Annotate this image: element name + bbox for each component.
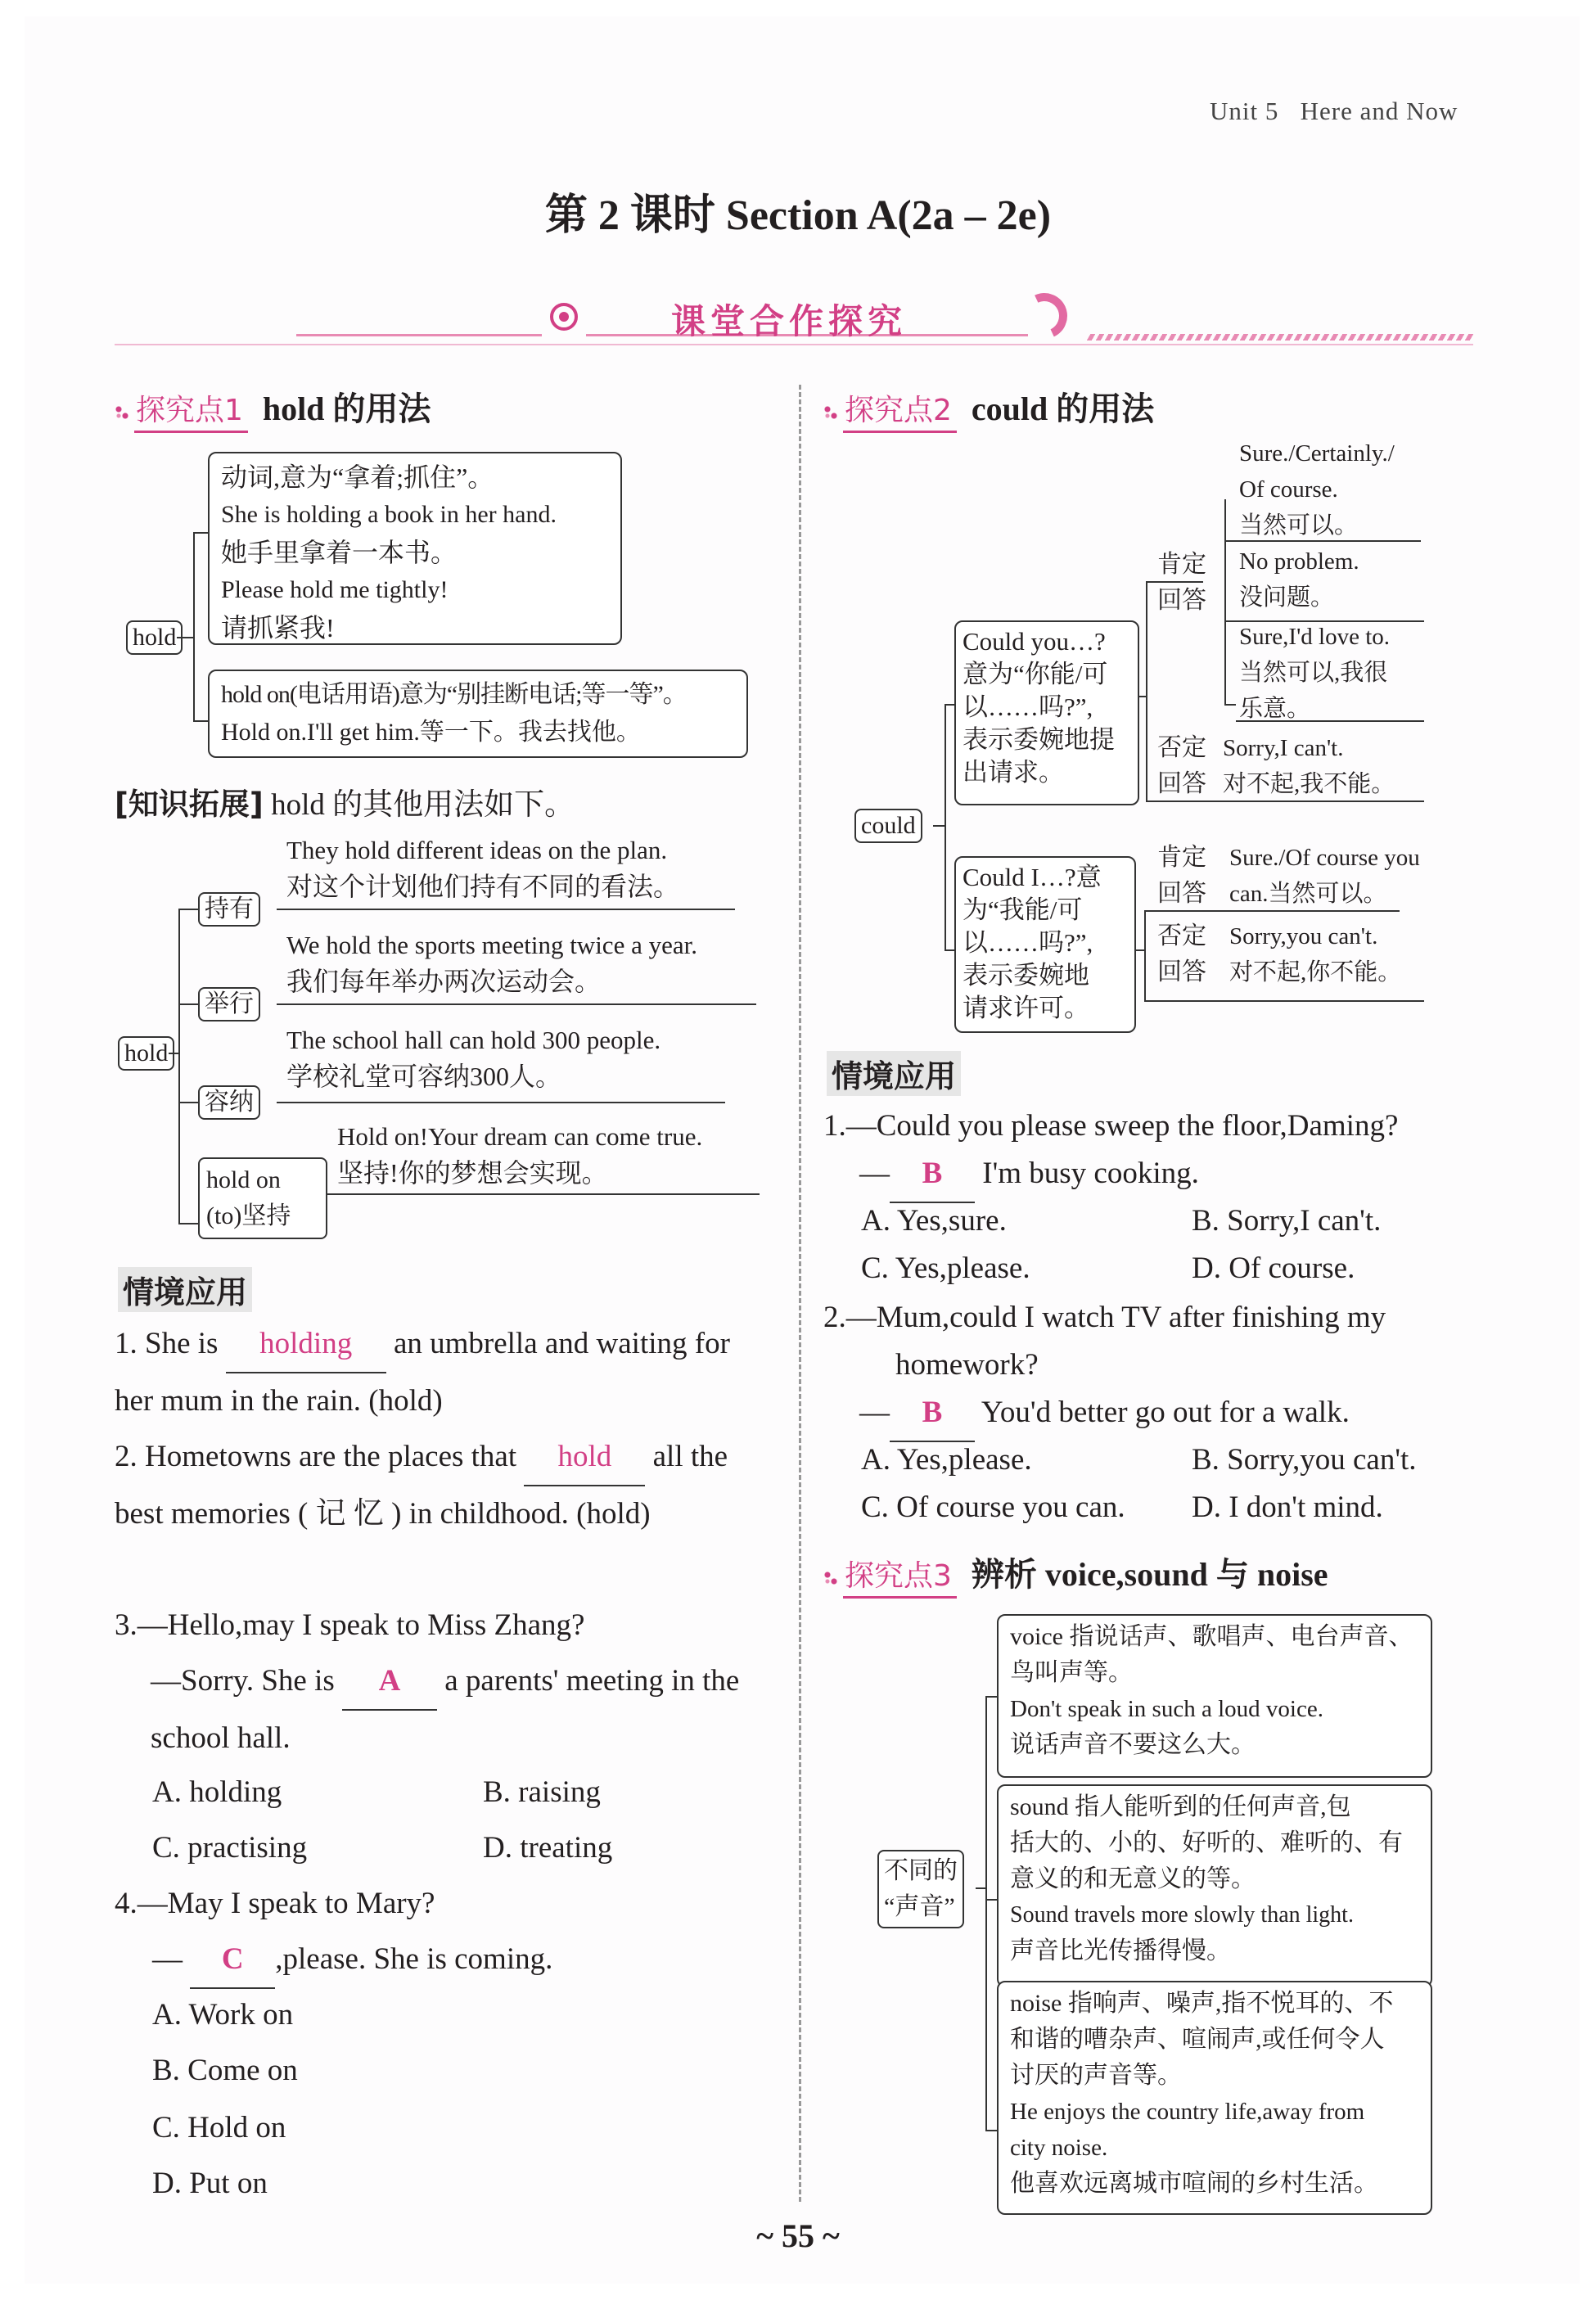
box-line: Please hold me tightly! (221, 576, 449, 603)
answer-blank: A (342, 1653, 437, 1711)
box-line: 为“我能/可 (963, 895, 1083, 924)
exercise-stem: — (152, 1942, 183, 1976)
box-line: noise 指响声、噪声,指不悦耳的、不 (1010, 1990, 1394, 2017)
usage-line (277, 1102, 725, 1103)
label-line: 回答 (1157, 880, 1206, 907)
box-line: Sound travels more slowly than light. (1010, 1902, 1354, 1928)
option[interactable]: C. Hold on (152, 2111, 286, 2144)
extension-text: hold 的其他用法如下。 (271, 788, 575, 822)
answer-branch-yes (1144, 910, 1154, 912)
exercise-stem: —Sorry. She is (151, 1664, 335, 1698)
no-label (1157, 730, 1206, 802)
exercise-stem: I'm busy cooking. (982, 1157, 1199, 1190)
box-line: 和谐的嘈杂声、喧闹声,或任何令人 (1010, 2026, 1385, 2053)
yes-branch (1224, 704, 1236, 706)
page-number: ~ 55 ~ (756, 2217, 840, 2254)
exercise-1 (115, 1316, 769, 1429)
label-line: 回答 (1157, 587, 1206, 614)
band-title: 课堂合作探究 (671, 304, 908, 341)
answer-blank: hold (524, 1429, 645, 1486)
answer-line: Of course. (1239, 476, 1338, 503)
usage-trunk (178, 909, 180, 1223)
answer-line: 对不起,你不能。 (1229, 959, 1402, 985)
box-line: 请抓紧我! (221, 613, 335, 643)
hold-label: hold (126, 620, 183, 655)
sound-label (877, 1850, 964, 1928)
exercise-3 (115, 1598, 786, 1766)
option[interactable]: A. Yes,sure. (861, 1204, 1007, 1238)
box-line: Don't speak in such a loud voice. (1010, 1696, 1323, 1722)
box-line: Hold on.I'll get him.等一下。我去找他。 (221, 719, 641, 746)
answer-line: Sure,I'd love to. (1239, 624, 1391, 650)
noise-box (997, 1981, 1432, 2215)
could-you-box (954, 620, 1139, 805)
no-answer (1229, 918, 1401, 990)
section-title: 辨析 voice,sound 与 noise (971, 1556, 1328, 1593)
answer-line: can.当然可以。 (1229, 881, 1387, 907)
exercise-number: 2. (823, 1301, 846, 1334)
could-trunk (945, 704, 946, 949)
box-line: He enjoys the country life,away from (1010, 2099, 1365, 2125)
usage-tag-hold-on: hold on (to)坚持 (198, 1157, 327, 1239)
box-line: 讨厌的声音等。 (1010, 2062, 1182, 2089)
dotted-decoration (1087, 334, 1476, 340)
label-line: 肯定 (1157, 551, 1206, 578)
box-line: Could you…? (963, 627, 1106, 656)
usage-en: Hold on!Your dream can come true. (337, 1122, 703, 1151)
answer-blank: C (190, 1932, 275, 1989)
exercise-stem: You'd better go out for a walk. (981, 1396, 1350, 1429)
box-line: Could I…?意 (963, 863, 1102, 891)
usage-line (327, 1193, 760, 1195)
bracket-top (193, 532, 210, 534)
box-line: 表示委婉地提 (963, 725, 1115, 754)
lesson-title: 第 2 课时 Section A(2a – 2e) (544, 192, 1052, 239)
unit-title: Here and Now (1300, 97, 1458, 125)
exercise-number: 1. (115, 1327, 138, 1360)
sound-box (997, 1784, 1432, 1987)
exercise-stem: Hometowns are the places that (145, 1440, 517, 1473)
box-line: 说话声音不要这么大。 (1010, 1731, 1256, 1758)
exercise-stem: a parents' meeting in the school hall. (151, 1664, 740, 1755)
bracket-stub (177, 637, 193, 638)
exercise-2 (115, 1429, 769, 1542)
answer-line: 当然可以,我很 (1239, 660, 1388, 686)
option[interactable]: D. I don't mind. (1192, 1490, 1383, 1524)
yes-label (1157, 547, 1206, 619)
usage-tag-hold-event: 举行 (198, 987, 260, 1021)
dots-icon (115, 405, 129, 420)
exercise-stem: ,please. She is coming. (275, 1942, 553, 1976)
band-underline (115, 344, 1473, 345)
band-line-left (296, 334, 542, 336)
option[interactable]: D. treating (483, 1831, 613, 1865)
section-heading-3 (823, 1549, 1328, 1599)
usage-branch (178, 1223, 198, 1224)
section-tag: 探究点2 (843, 387, 957, 433)
exercise-4-answer-line (152, 1932, 552, 1989)
label-line: 回答 (1157, 958, 1206, 985)
answer-blank: holding (226, 1316, 386, 1373)
section-title: could 的用法 (971, 390, 1155, 427)
answer-blank: B (890, 1146, 975, 1203)
usage-zh: 坚持!你的梦想会实现。 (337, 1158, 608, 1188)
box-line: 以……吗?”, (963, 928, 1093, 957)
label-line: “声音” (884, 1893, 955, 1920)
section-tag: 探究点1 (134, 387, 248, 433)
option[interactable]: C. Yes,please. (861, 1251, 1030, 1285)
option[interactable]: D. Put on (152, 2167, 268, 2200)
sound-branch (985, 2130, 997, 2131)
box-line: 以……吗?”, (963, 692, 1093, 721)
hold-on-box (208, 670, 748, 758)
usage-en: We hold the sports meeting twice a year. (286, 931, 697, 959)
voice-box (997, 1614, 1432, 1778)
exercise-stem: all the best memories ( 记 忆 ) in childhood. (hold) (115, 1440, 728, 1531)
dots-icon (823, 405, 838, 420)
option[interactable]: B. Sorry,I can't. (1192, 1204, 1382, 1238)
target-icon (550, 303, 578, 331)
box-line: 意义的和无意义的等。 (1010, 1865, 1256, 1892)
answer-line: 当然可以。 (1239, 512, 1359, 539)
answer-line: Sorry,I can't. (1223, 735, 1344, 761)
answer-branch-no (1144, 1000, 1154, 1002)
answer-bracket (1144, 910, 1146, 1000)
answer-stub (1139, 696, 1146, 697)
box-line: sound 指人能听到的任何声音,包 (1010, 1793, 1351, 1820)
usage-tag-contain: 容纳 (198, 1085, 260, 1120)
option[interactable]: D. Of course. (1192, 1251, 1355, 1285)
bracket-bottom (193, 720, 210, 722)
yes-answer-1 (1239, 435, 1395, 543)
box-line: 请求许可。 (963, 994, 1089, 1022)
answer-line: No problem. (1239, 548, 1359, 575)
section-tag: 探究点3 (843, 1553, 957, 1599)
answer-line: 没问题。 (1239, 584, 1335, 611)
usage-line (277, 1003, 756, 1005)
usage-zh: 学校礼堂可容纳300人。 (286, 1062, 562, 1091)
could-i-box (954, 856, 1136, 1033)
yes-branch (1224, 540, 1236, 542)
box-line: 动词,意为“拿着;抓住”。 (221, 462, 494, 492)
answer-underline (1154, 1000, 1424, 1002)
sound-branch (985, 1899, 997, 1901)
yes-answer-3 (1239, 619, 1390, 727)
yes-answer-2 (1239, 543, 1359, 616)
exercise-stem: — (859, 1396, 890, 1429)
apply-heading-left: 情境应用 (118, 1267, 252, 1312)
usage-en: They hold different ideas on the plan. (286, 836, 668, 864)
could-label: could (854, 809, 922, 843)
dialogue-line: —May I speak to Mary? (137, 1887, 435, 1920)
section-title: hold 的用法 (262, 390, 431, 427)
usage-tag-hold: 持有 (198, 892, 260, 927)
knowledge-extension (115, 779, 575, 823)
option[interactable]: A. Work on (152, 1998, 294, 2032)
answer-blank: B (890, 1385, 975, 1442)
label-line: 否定 (1157, 922, 1206, 949)
answer-underline (1146, 800, 1424, 802)
usage-branch (178, 1102, 198, 1103)
running-header (1210, 97, 1458, 126)
box-line: 他喜欢远离城市喧闹的乡村生活。 (1010, 2170, 1378, 2197)
extension-label: [知识拓展] (115, 787, 264, 822)
no-label (1157, 918, 1206, 990)
option[interactable]: C. practising (152, 1831, 308, 1865)
box-line: hold on(电话用语)意为“别挂断电话;等一等”。 (221, 681, 687, 708)
exercise-stem: She is (145, 1327, 219, 1360)
hold-meaning-box (208, 452, 622, 645)
unit-number: Unit 5 (1210, 97, 1279, 125)
option[interactable]: B. raising (483, 1775, 601, 1809)
sound-trunk (985, 1696, 987, 2130)
box-line: 声音比光传播得慢。 (1010, 1937, 1231, 1964)
answer-underline (1154, 910, 1400, 912)
exercise-number: 3. (115, 1608, 138, 1642)
label-line: 肯定 (1157, 844, 1206, 871)
label-line: 不同的 (884, 1857, 958, 1884)
yes-bracket (1224, 499, 1226, 704)
answer-bracket (1146, 581, 1147, 800)
box-line: 出请求。 (963, 758, 1064, 787)
exercise-number: 1. (823, 1109, 846, 1143)
usage-line (277, 909, 735, 910)
answer-line: Sure./Certainly./ (1239, 440, 1395, 467)
answer-line: 对不起,我不能。 (1223, 771, 1395, 797)
box-line: 括大的、小的、好听的、难听的、有 (1010, 1829, 1403, 1856)
usage-branch (178, 1003, 198, 1005)
exercise-4 (115, 1876, 435, 1932)
exercise-stem: — (859, 1157, 890, 1190)
could-stub (933, 825, 945, 827)
usage-en: The school hall can hold 300 people. (286, 1026, 661, 1054)
answer-stub (1136, 949, 1144, 951)
option[interactable]: A. Yes,please. (861, 1443, 1032, 1477)
dialogue-line-cont: homework? (895, 1348, 1039, 1382)
exercise-number: 2. (115, 1440, 138, 1473)
answer-line: 乐意。 (1239, 696, 1311, 722)
answer-line: Sorry,you can't. (1229, 923, 1378, 949)
dialogue-line: —Hello,may I speak to Miss Zhang? (137, 1608, 585, 1642)
box-line: She is holding a book in her hand. (221, 501, 557, 528)
box-line: city noise. (1010, 2135, 1108, 2161)
option[interactable]: B. Come on (152, 2054, 298, 2087)
usage-stub (169, 1053, 178, 1054)
yes-label (1157, 840, 1206, 912)
label-line: 回答 (1157, 770, 1206, 797)
yes-answer (1229, 840, 1420, 912)
box-line: voice 指说话声、歌唱声、电台声音、 (1010, 1623, 1413, 1650)
bracket-line (193, 532, 195, 720)
option[interactable]: A. holding (152, 1775, 282, 1809)
box-line: 她手里拿着一本书。 (221, 538, 458, 567)
apply-heading-right: 情境应用 (827, 1051, 961, 1096)
box-line: 表示委婉地 (963, 961, 1089, 990)
yes-branch (1224, 620, 1236, 622)
dialogue-line: —Could you please sweep the floor,Daming? (845, 1109, 1399, 1143)
no-answer (1223, 730, 1395, 802)
usage-zh: 对这个计划他们持有不同的看法。 (286, 872, 680, 901)
dialogue-line: —Mum,could I watch TV after finishing my (845, 1301, 1386, 1334)
section-heading-2 (823, 383, 1154, 433)
column-divider (799, 385, 801, 2202)
usage-root-label: hold (118, 1036, 174, 1071)
option[interactable]: B. Sorry,you can't. (1192, 1443, 1417, 1477)
exercise-number: 4. (115, 1887, 138, 1920)
box-line: 意为“你能/可 (963, 660, 1108, 688)
usage-branch (178, 909, 198, 910)
sound-stub (976, 1887, 985, 1889)
option[interactable]: C. Of course you can. (861, 1490, 1125, 1524)
box-line: 鸟叫声等。 (1010, 1659, 1133, 1686)
dots-icon (823, 1571, 838, 1585)
section-heading-1 (115, 383, 431, 433)
answer-line: Sure./Of course you (1229, 845, 1420, 871)
sound-branch (985, 1696, 997, 1698)
exercise-stem: an umbrella and waiting for her mum in the rain. (hold) (115, 1327, 730, 1418)
usage-zh: 我们每年举办两次运动会。 (286, 967, 602, 996)
label-line: 否定 (1157, 734, 1206, 761)
